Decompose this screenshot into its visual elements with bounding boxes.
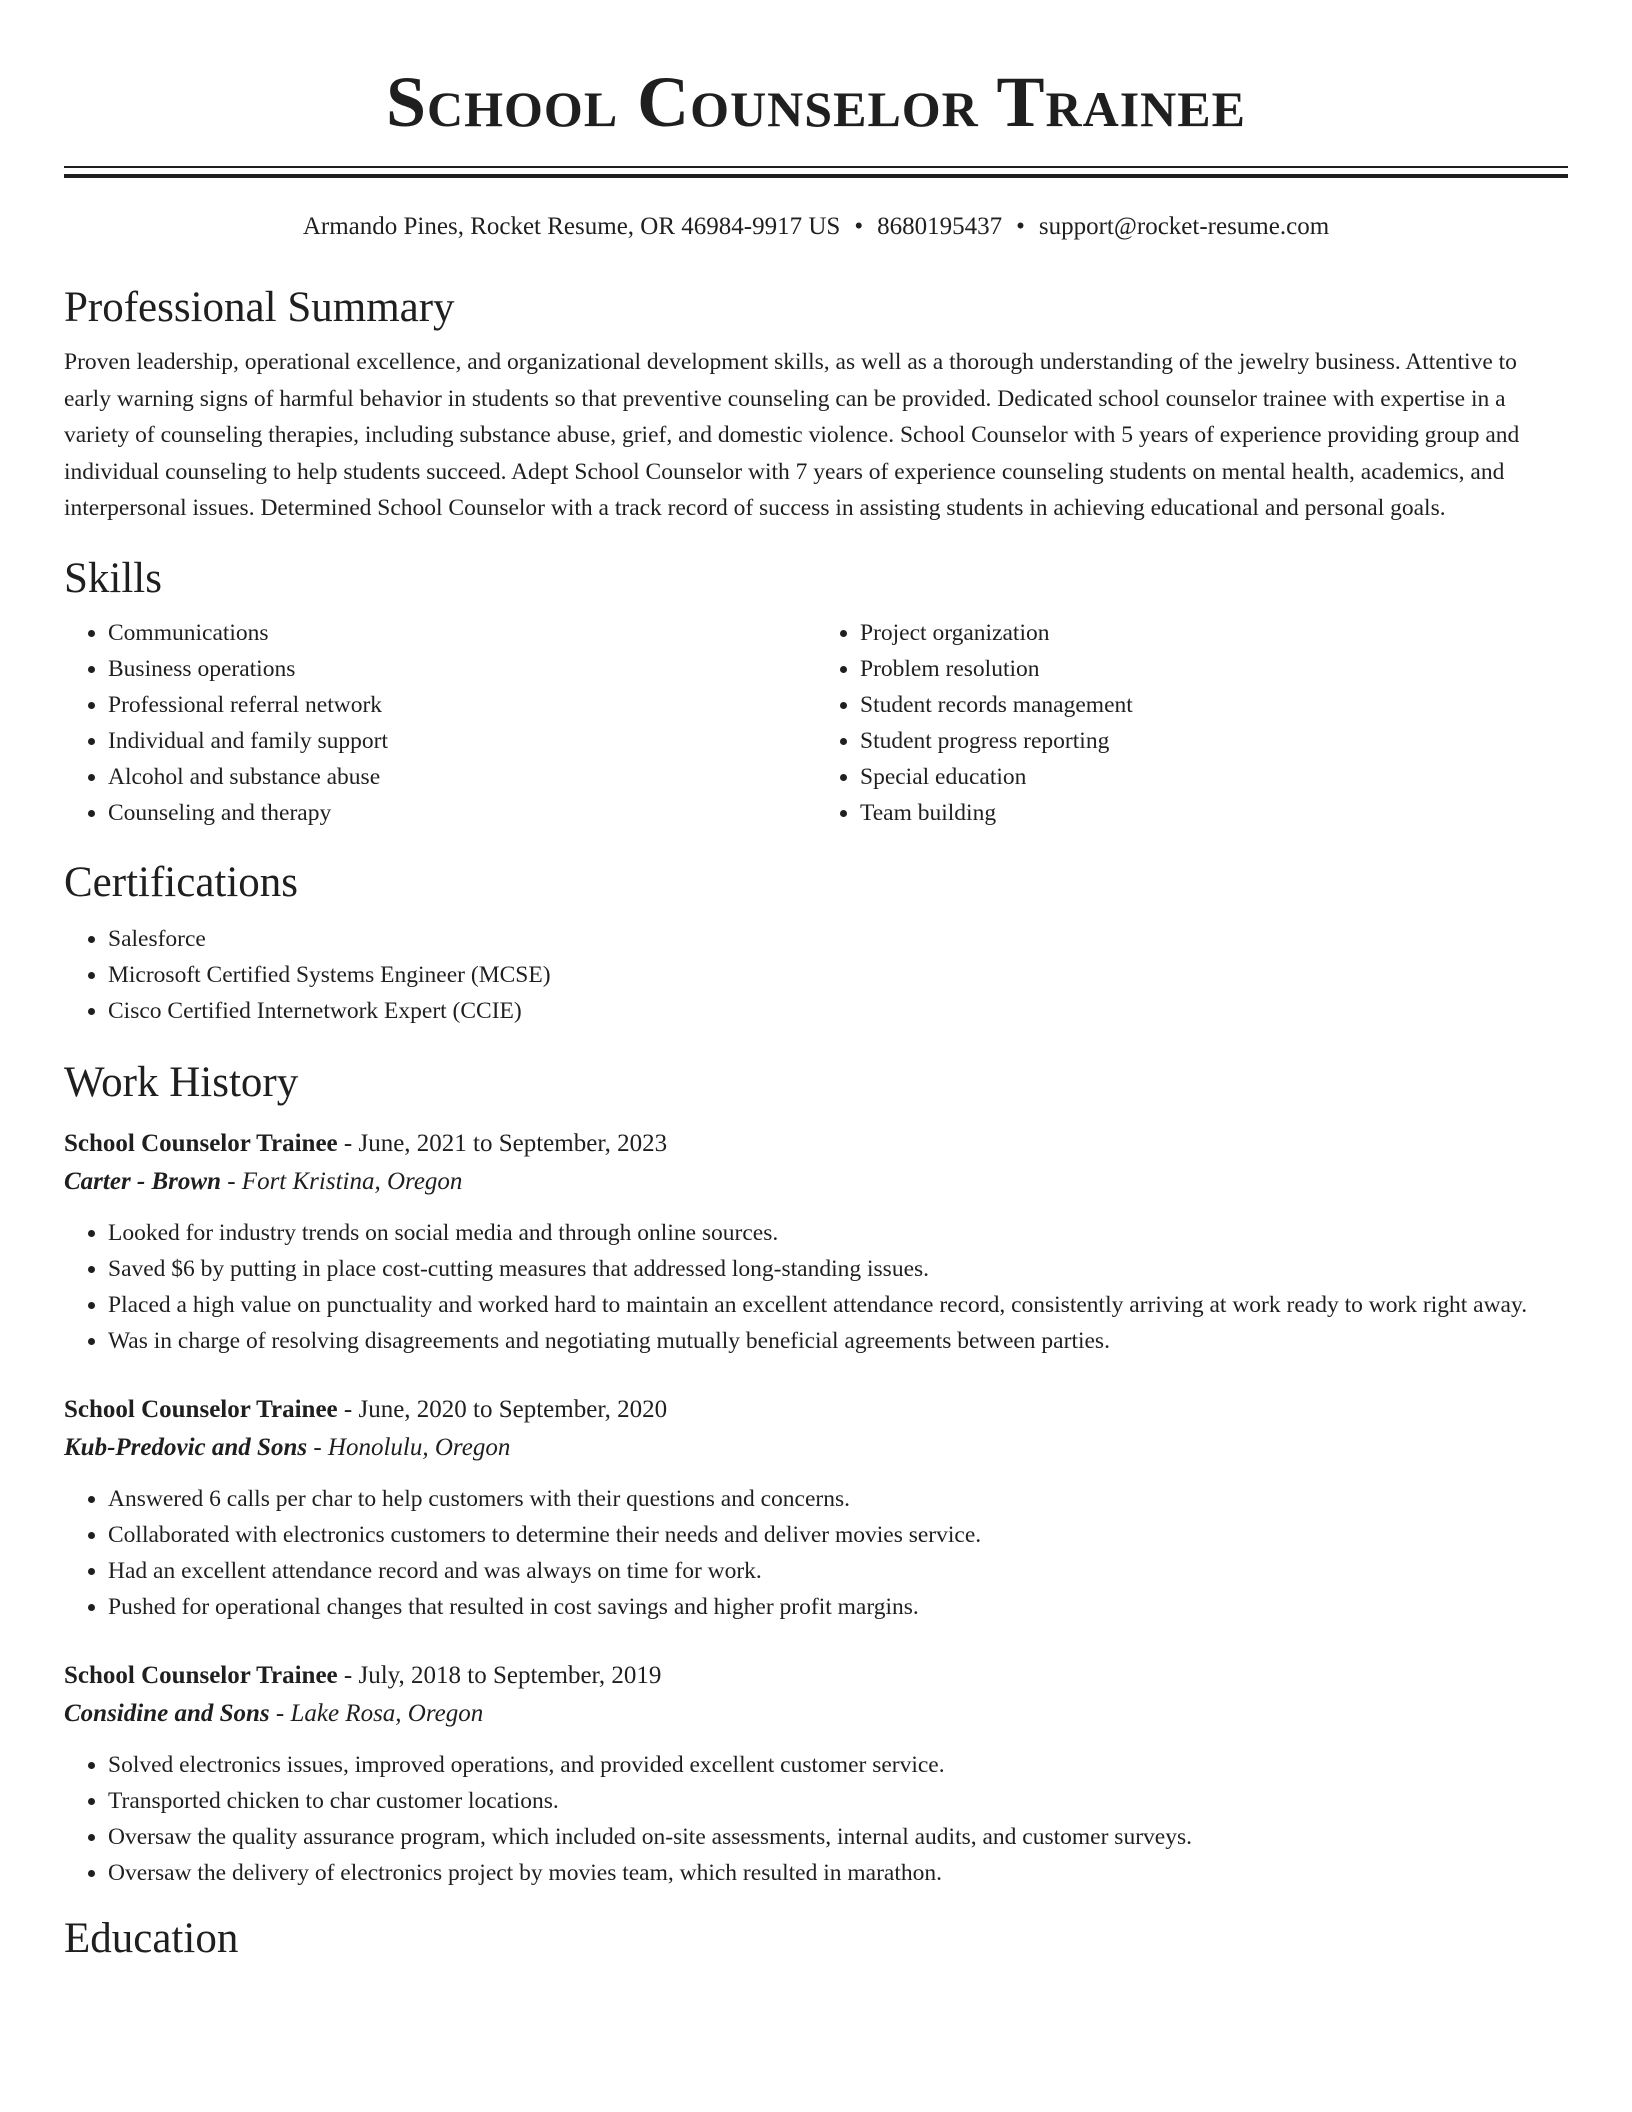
job-dates: - July, 2018 to September, 2019 [337, 1661, 662, 1689]
job-bullet: • Saved $6 by putting in place cost-cutting measures that addressed long-standing issues. [108, 1251, 1568, 1287]
job-dates: - June, 2020 to September, 2020 [337, 1395, 668, 1423]
job-title: School Counselor Trainee [64, 1129, 338, 1157]
skills-heading: Skills [64, 554, 162, 602]
contact-separator: • [1016, 213, 1025, 240]
skill-item: • Problem resolution [860, 651, 1568, 687]
employer-line [64, 1429, 1568, 1467]
skill-item: • Communications [108, 615, 816, 651]
skill-item: • Individual and family support [108, 723, 816, 759]
contact-address: Armando Pines, Rocket Resume, OR 46984-9917 US [302, 213, 841, 240]
skill-item: • Professional referral network [108, 687, 816, 723]
job-bullet: • Oversaw the quality assurance program, which included on-site assessments, internal audits, and customer surveys. [108, 1819, 1568, 1855]
summary-heading: Professional Summary [64, 284, 455, 331]
skill-item: • Alcohol and substance abuse [108, 759, 816, 795]
job-bullets [64, 1747, 1568, 1891]
contact-separator: • [854, 213, 864, 240]
education-heading: Education [64, 1914, 239, 1962]
job-bullet: • Placed a high value on punctuality and worked hard to maintain an excellent attendance record, consistently arriving at work ready to work right away. [108, 1287, 1568, 1323]
employer-line [64, 1695, 1568, 1733]
skill-item: • Project organization [860, 615, 1568, 651]
skills-list-left [64, 615, 816, 831]
employer-line [64, 1163, 1568, 1201]
job-bullet: • Transported chicken to char customer locations. [108, 1783, 1568, 1819]
job-bullet: • Pushed for operational changes that resulted in cost savings and higher profit margins. [108, 1589, 1568, 1625]
employer-name: Kub-Predovic and Sons [64, 1433, 308, 1461]
summary-text: Proven leadership, operational excellence, and organizational development skills, as well as a thorough understanding of the jewelry business. Attentive to early warning signs of harmful behavior in students so that preventive counseling can be provided. Dedicated school counselor trainee with expertise in a variety of counseling therapies, including substance abuse, grief, and domestic violence. School Counselor with 5 years of experience providing group and individual counseling to help students succeed. Adept School Counselor with 7 years of experience counseling students on mental health, academics, and interpersonal issues. Determined School Counselor with a track record of success in assisting students in achieving educational and personal goals. [64, 349, 1520, 521]
work-history-heading: Work History [64, 1058, 299, 1106]
job-entry [64, 1391, 1568, 1625]
job-title: School Counselor Trainee [64, 1395, 338, 1423]
job-bullet: • Solved electronics issues, improved operations, and provided excellent customer service. [108, 1747, 1568, 1783]
employer-location: - Fort Kristina, Oregon [220, 1167, 463, 1195]
job-title: School Counselor Trainee [64, 1661, 338, 1689]
employer-name: Carter - Brown [64, 1167, 221, 1195]
job-title-line [64, 1657, 1568, 1695]
job-bullet: • Had an excellent attendance record and was always on time for work. [108, 1553, 1568, 1589]
certification-item: • Cisco Certified Internetwork Expert (CCIE) [108, 993, 1568, 1029]
skill-item: • Student progress reporting [860, 723, 1568, 759]
contact-phone: 8680195437 [877, 213, 1003, 240]
employer-location: - Lake Rosa, Oregon [269, 1699, 484, 1727]
employer-location: - Honolulu, Oregon [307, 1433, 511, 1461]
job-dates: - June, 2021 to September, 2023 [337, 1129, 668, 1157]
skills-columns [64, 615, 1568, 831]
skill-item: • Student records management [860, 687, 1568, 723]
skill-item: • Business operations [108, 651, 816, 687]
resume-title: School Counselor Trainee [386, 62, 1246, 142]
certification-item: • Salesforce [108, 921, 1568, 957]
title-divider [64, 166, 1568, 178]
skill-item: • Team building [860, 795, 1568, 831]
skills-list-right [816, 615, 1568, 831]
employer-name: Considine and Sons [64, 1699, 270, 1727]
skill-item: • Special education [860, 759, 1568, 795]
job-entry [64, 1657, 1568, 1891]
job-bullet: • Collaborated with electronics customers to determine their needs and deliver movies service. [108, 1517, 1568, 1553]
certification-item: • Microsoft Certified Systems Engineer (MCSE) [108, 957, 1568, 993]
job-bullet: • Looked for industry trends on social media and through online sources. [108, 1215, 1568, 1251]
certifications-list [64, 921, 1568, 1029]
skill-item: • Counseling and therapy [108, 795, 816, 831]
contact-line [64, 210, 1568, 244]
job-entry [64, 1125, 1568, 1359]
divider-thick-line [64, 174, 1568, 178]
job-title-line [64, 1125, 1568, 1163]
job-title-line [64, 1391, 1568, 1429]
job-bullet: • Oversaw the delivery of electronics project by movies team, which resulted in marathon. [108, 1855, 1568, 1891]
contact-email: support@rocket-resume.com [1038, 213, 1330, 240]
job-bullet: • Was in charge of resolving disagreements and negotiating mutually beneficial agreements between parties. [108, 1323, 1568, 1359]
job-bullet: • Answered 6 calls per char to help customers with their questions and concerns. [108, 1481, 1568, 1517]
certifications-heading: Certifications [64, 858, 299, 906]
job-bullets [64, 1215, 1568, 1359]
resume-content [64, 0, 1568, 1965]
job-bullets [64, 1481, 1568, 1625]
